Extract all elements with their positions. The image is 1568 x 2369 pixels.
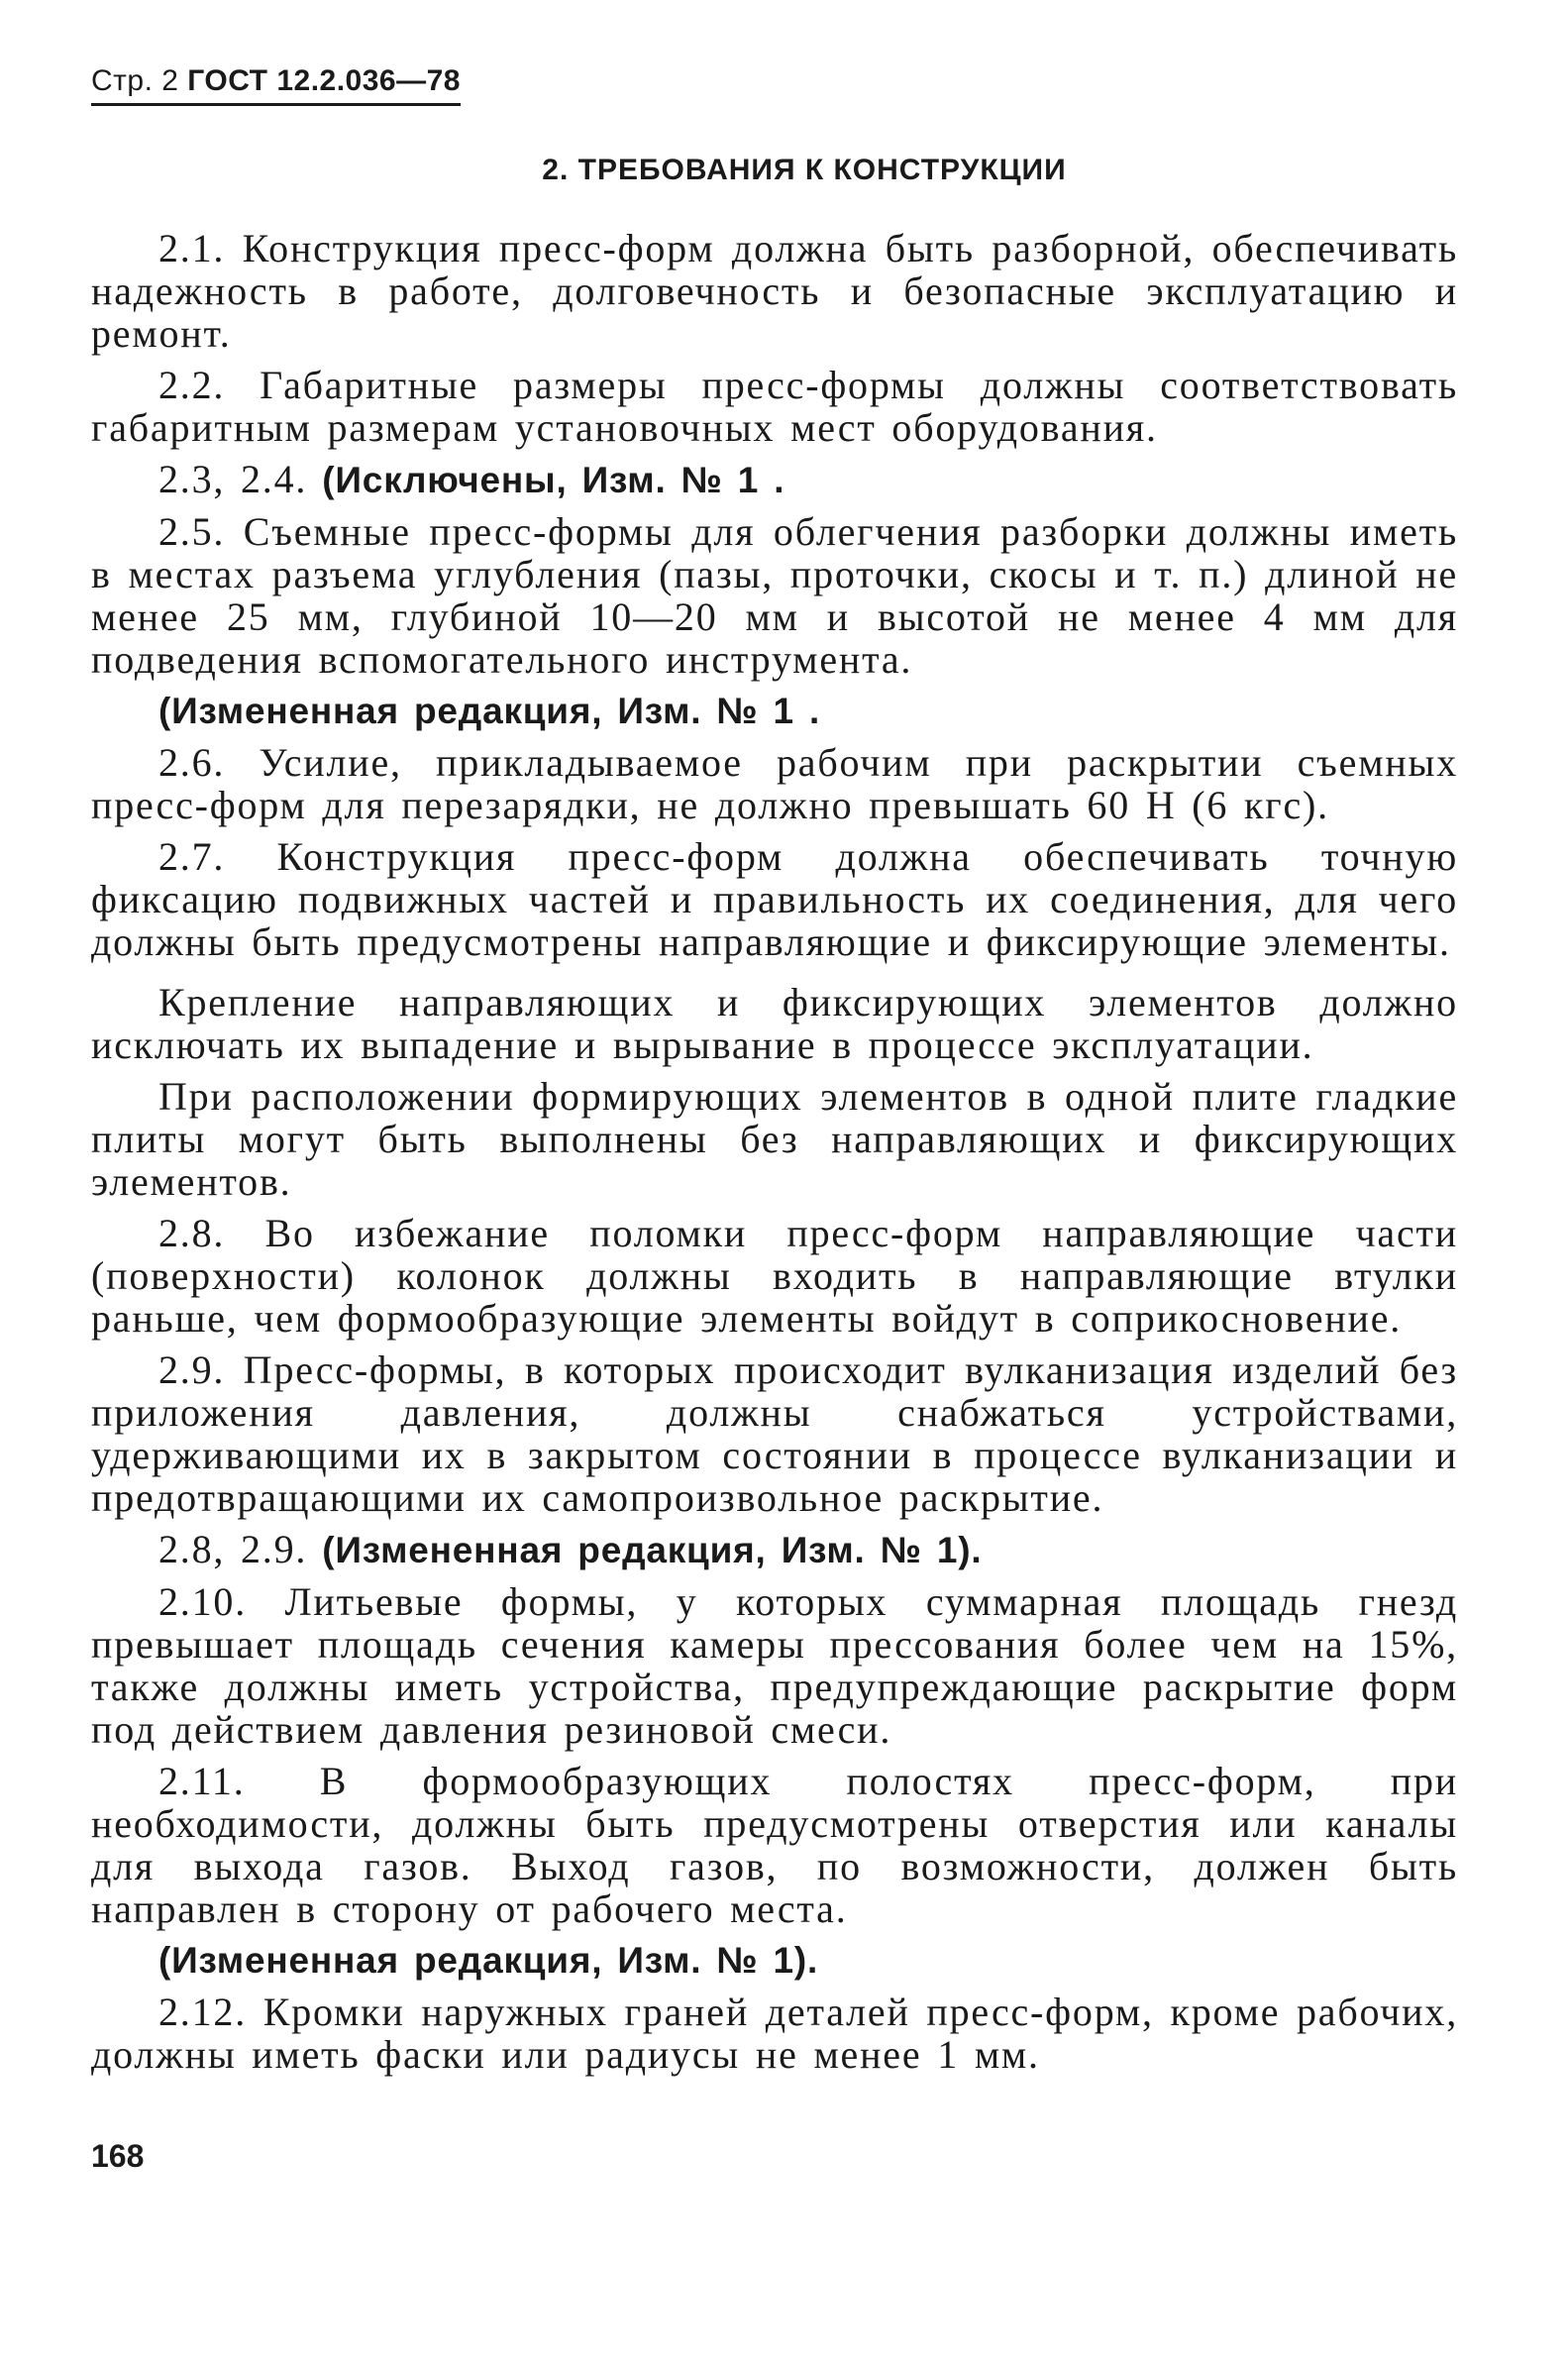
section-title: 2. ТРЕБОВАНИЯ К КОНСТРУКЦИИ [542,154,1067,186]
paragraph-2-3-2-4-excluded [91,458,1458,501]
paragraph-2-10: 2.10. Литьевые формы, у которых суммарная площадь гнезд превышает площадь сечения камеры прессования более чем на 15%, также должны иметь устройства, предупреждающие раскрытие форм под действием давления резиновой смеси. [91,1579,1458,1752]
paragraph-2-7: 2.7. Конструкция пресс-форм должна обеспечивать точную фиксацию подвижных частей и правильность их соединения, для чего должны быть предусмотрены направляющие и фиксирующие элементы. [91,834,1458,964]
page-header [91,61,461,106]
paragraph-2-9: 2.9. Пресс-формы, в которых происходит вулканизация изделий без приложения давления, должны снабжаться устройствами, удерживающими их в закрытом состоянии в процессе вулканизации и предотвращающими их самопроизвольное раскрытие. [91,1347,1458,1520]
header-page-prefix: Стр. 2 [91,64,179,97]
page-number: 168 [91,2138,145,2174]
document-page [91,61,1458,2085]
paragraph-2-11: 2.11. В формообразующих полостях пресс-форм, при необходимости, должны быть предусмотрены отверстия или каналы для выхода газов. Выход газов, по возможности, должен быть направлен в сторону от рабочего места. [91,1759,1458,1931]
paragraph-2-6: 2.6. Усилие, прикладываемое рабочим при раскрытии съемных пресс-форм для перезарядки, не должно превышать 60 Н (6 кгс). [91,740,1458,827]
header-standard: ГОСТ 12.2.036—78 [187,64,461,97]
paragraph-2-5: 2.5. Съемные пресс-формы для облегчения разборки должны иметь в местах разъема углубления (пазы, проточки, скосы и т. п.) длиной не менее 25 мм, глубиной 10—20 мм и высотой не менее 4 мм для подведения вспомогательного инструмента. [91,509,1458,682]
paragraph-2-2: 2.2. Габаритные размеры пресс-формы должны соответствовать габаритным размерам установочных мест оборудования. [91,363,1458,450]
edit-note-2-number: 2.8, 2.9. [158,1527,308,1571]
paragraph-2-8: 2.8. Во избежание поломки пресс-форм направляющие части (поверхности) колонок должны входить в направляющие втулки раньше, чем формообразующие элементы войдут в соприкосновение. [91,1211,1458,1341]
paragraph-2-12: 2.12. Кромки наружных граней деталей пресс-форм, кроме рабочих, должны иметь фаски или радиусы не менее 1 мм. [91,1990,1458,2077]
excluded-number: 2.3, 2.4. [158,457,308,501]
edit-note-2-text: (Измененная редакция, Изм. № 1). [322,1530,983,1570]
edit-note-1: (Измененная редакция, Изм. № 1 . [158,691,821,731]
edit-note-3: (Измененная редакция, Изм. № 1). [158,1940,819,1981]
paragraph-2-1: 2.1. Конструкция пресс-форм должна быть разборной, обеспечивать надежность в работе, долговечность и безопасные эксплуатацию и ремонт. [91,226,1458,356]
paragraph-2-7-b: При расположении формирующих элементов в одной плите гладкие плиты могут быть выполнены без направляющих и фиксирующих элементов. [91,1074,1458,1204]
document-body [91,227,1458,2076]
paragraph-2-7-a: Крепление направляющих и фиксирующих элементов должно исключать их выпадение и вырывание в процессе эксплуатации. [91,980,1458,1067]
excluded-note: (Исключены, Изм. № 1 . [322,460,785,500]
edit-note-2 [91,1528,1458,1571]
